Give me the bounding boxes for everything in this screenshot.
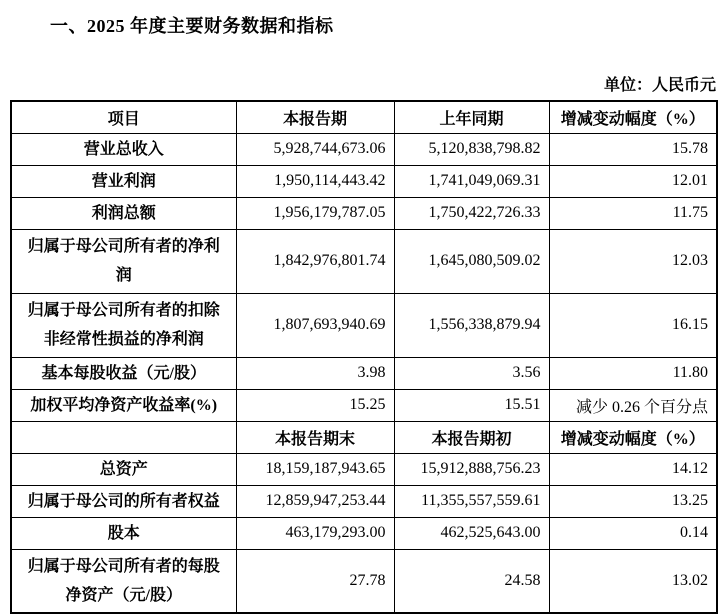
section-title: 一、2025 年度主要财务数据和指标	[50, 16, 334, 36]
item-cell: 营业总收入	[11, 133, 236, 165]
current-value: 1,842,976,801.74	[236, 229, 394, 293]
financial-data-table	[10, 100, 718, 614]
change-value: 16.15	[549, 293, 717, 357]
item-cell: 归属于母公司所有者的每股净资产（元/股）	[11, 549, 236, 613]
table-row	[11, 133, 717, 165]
prior-value: 24.58	[394, 549, 549, 613]
current-value: 15.25	[236, 389, 394, 421]
col-header-change: 增减变动幅度（%）	[549, 101, 717, 133]
current-value: 1,807,693,940.69	[236, 293, 394, 357]
prior-value: 3.56	[394, 357, 549, 389]
current-value: 12,859,947,253.44	[236, 485, 394, 517]
table-row	[11, 453, 717, 485]
item-cell: 归属于母公司的所有者权益	[11, 485, 236, 517]
table-row	[11, 197, 717, 229]
prior-value: 1,741,049,069.31	[394, 165, 549, 197]
current-value: 463,179,293.00	[236, 517, 394, 549]
col-header-period-end: 本报告期末	[236, 421, 394, 453]
item-cell: 股本	[11, 517, 236, 549]
item-cell: 利润总额	[11, 197, 236, 229]
table-row	[11, 549, 717, 613]
item-cell: 加权平均净资产收益率(%)	[11, 389, 236, 421]
change-value: 11.75	[549, 197, 717, 229]
col-header-current-period: 本报告期	[236, 101, 394, 133]
change-value: 0.14	[549, 517, 717, 549]
change-value: 减少 0.26 个百分点	[549, 389, 717, 421]
prior-value: 11,355,557,559.61	[394, 485, 549, 517]
col-header-period-start: 本报告期初	[394, 421, 549, 453]
change-value: 12.01	[549, 165, 717, 197]
table-row	[11, 517, 717, 549]
item-cell: 营业利润	[11, 165, 236, 197]
table-row	[11, 165, 717, 197]
prior-value: 1,645,080,509.02	[394, 229, 549, 293]
col-header-prior-period: 上年同期	[394, 101, 549, 133]
current-value: 3.98	[236, 357, 394, 389]
table-row	[11, 389, 717, 421]
current-value: 1,956,179,787.05	[236, 197, 394, 229]
period-header-row	[11, 101, 717, 133]
table-row	[11, 293, 717, 357]
current-value: 18,159,187,943.65	[236, 453, 394, 485]
current-value: 27.78	[236, 549, 394, 613]
item-cell: 总资产	[11, 453, 236, 485]
change-value: 13.02	[549, 549, 717, 613]
table-row	[11, 485, 717, 517]
current-value: 1,950,114,443.42	[236, 165, 394, 197]
change-value: 11.80	[549, 357, 717, 389]
table-row	[11, 357, 717, 389]
change-value: 13.25	[549, 485, 717, 517]
balance-header-row	[11, 421, 717, 453]
change-value: 14.12	[549, 453, 717, 485]
change-value: 12.03	[549, 229, 717, 293]
col-header-empty	[11, 421, 236, 453]
table-row	[11, 229, 717, 293]
item-cell: 归属于母公司所有者的扣除非经常性损益的净利润	[11, 293, 236, 357]
col-header-item: 项目	[11, 101, 236, 133]
col-header-change: 增减变动幅度（%）	[549, 421, 717, 453]
prior-value: 15,912,888,756.23	[394, 453, 549, 485]
item-cell: 基本每股收益（元/股）	[11, 357, 236, 389]
current-value: 5,928,744,673.06	[236, 133, 394, 165]
prior-value: 1,750,422,726.33	[394, 197, 549, 229]
prior-value: 15.51	[394, 389, 549, 421]
change-value: 15.78	[549, 133, 717, 165]
prior-value: 1,556,338,879.94	[394, 293, 549, 357]
prior-value: 5,120,838,798.82	[394, 133, 549, 165]
item-cell: 归属于母公司所有者的净利润	[11, 229, 236, 293]
prior-value: 462,525,643.00	[394, 517, 549, 549]
unit-label: 单位：人民币元	[603, 77, 716, 94]
